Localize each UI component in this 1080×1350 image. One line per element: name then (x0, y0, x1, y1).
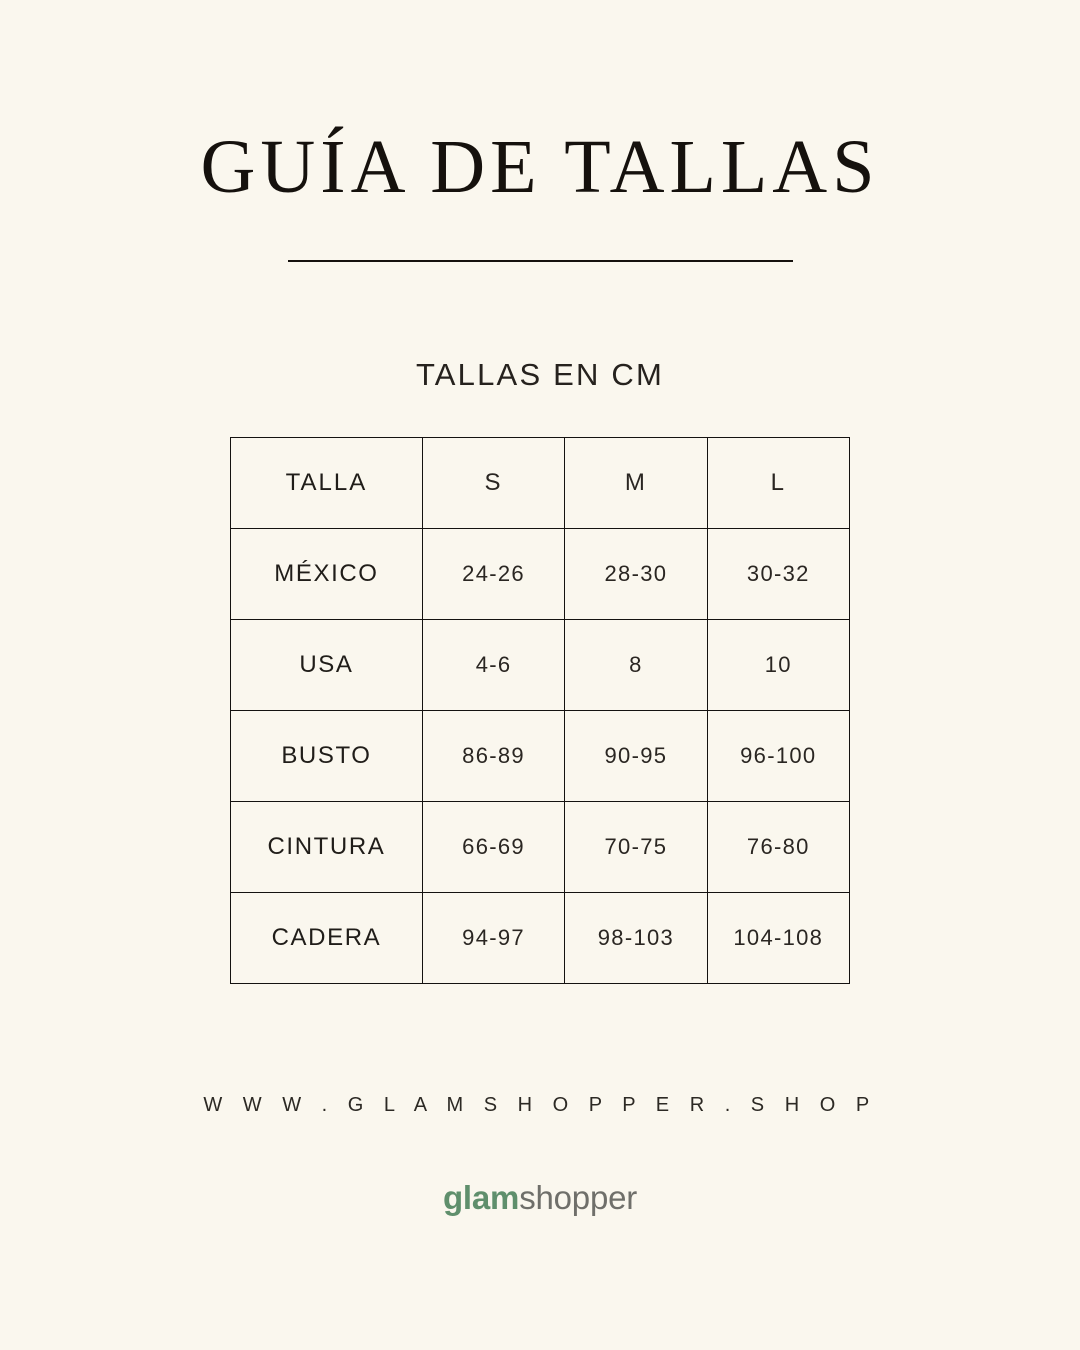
title-block (0, 125, 1080, 262)
table-header-row (231, 437, 850, 528)
page-title: GUÍA DE TALLAS (200, 125, 880, 209)
row-label-usa: USA (231, 619, 423, 710)
table-row (231, 801, 850, 892)
brand-name-secondary: shopper (519, 1178, 638, 1216)
table-row (231, 710, 850, 801)
cell-cadera-s: 94-97 (422, 892, 564, 983)
table-row (231, 528, 850, 619)
cell-usa-l: 10 (707, 619, 849, 710)
cell-busto-s: 86-89 (422, 710, 564, 801)
cell-usa-s: 4-6 (422, 619, 564, 710)
size-table (230, 437, 850, 984)
cell-cintura-s: 66-69 (422, 801, 564, 892)
table-header-cell-talla: TALLA (231, 437, 423, 528)
cell-mexico-s: 24-26 (422, 528, 564, 619)
cell-cadera-l: 104-108 (707, 892, 849, 983)
row-label-cadera: CADERA (231, 892, 423, 983)
row-label-cintura: CINTURA (231, 801, 423, 892)
footer (0, 1094, 1080, 1217)
cell-usa-m: 8 (565, 619, 707, 710)
row-label-mexico: MÉXICO (231, 528, 423, 619)
table-header-cell-m: M (565, 437, 707, 528)
table-row (231, 619, 850, 710)
brand-name-primary: glam (442, 1178, 520, 1216)
cell-mexico-m: 28-30 (565, 528, 707, 619)
title-divider (288, 260, 793, 262)
cell-mexico-l: 30-32 (707, 528, 849, 619)
table-header-cell-l: L (707, 437, 849, 528)
cell-busto-l: 96-100 (707, 710, 849, 801)
table-row (231, 892, 850, 983)
website-url[interactable]: W W W . G L A M S H O P P E R . S H O P (203, 1093, 877, 1116)
row-label-busto: BUSTO (231, 710, 423, 801)
cell-cintura-l: 76-80 (707, 801, 849, 892)
size-table-container (230, 437, 850, 984)
cell-cintura-m: 70-75 (565, 801, 707, 892)
cell-cadera-m: 98-103 (565, 892, 707, 983)
table-header-cell-s: S (422, 437, 564, 528)
table-subtitle: TALLAS EN CM (415, 356, 665, 392)
brand-logo (443, 1179, 637, 1217)
cell-busto-m: 90-95 (565, 710, 707, 801)
